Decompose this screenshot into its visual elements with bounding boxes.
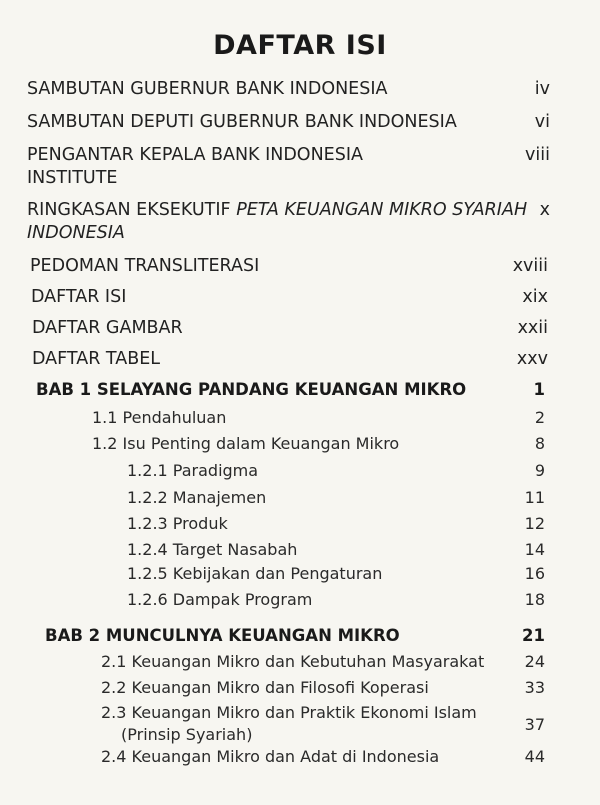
toc-entry-page: iv xyxy=(534,79,550,99)
toc-entry-label-continued: INSTITUTE xyxy=(27,168,118,188)
toc-section-label: 2.1 Keuangan Mikro dan Kebutuhan Masyarakat xyxy=(101,652,485,671)
toc-entry-label xyxy=(27,199,527,222)
toc-subsection-label: 1.2.6 Dampak Program xyxy=(127,590,313,609)
toc-entry-page: 37 xyxy=(524,715,545,734)
toc-entry-page: 2 xyxy=(534,408,545,427)
toc-entry-label-italic: PETA KEUANGAN MIKRO SYARIAH xyxy=(236,200,528,220)
toc-entry-label: PEDOMAN TRANSLITERASI xyxy=(30,256,260,276)
toc-entry-page: 44 xyxy=(524,747,545,766)
toc-subsection-label: 1.2.2 Manajemen xyxy=(127,488,267,507)
toc-entry-page: xxv xyxy=(516,349,548,369)
toc-chapter-label: BAB 1 SELAYANG PANDANG KEUANGAN MIKRO xyxy=(36,380,467,399)
toc-entry-page: 18 xyxy=(524,590,545,609)
toc-entry-page: vi xyxy=(534,112,550,132)
toc-entry-page: 24 xyxy=(524,652,545,671)
toc-entry-page: 14 xyxy=(524,540,545,559)
toc-section-label: 2.2 Keuangan Mikro dan Filosofi Koperasi xyxy=(101,678,429,697)
toc-entry-label: SAMBUTAN GUBERNUR BANK INDONESIA xyxy=(27,79,388,99)
toc-entry-label: DAFTAR GAMBAR xyxy=(32,318,183,338)
toc-entry-label: PENGANTAR KEPALA BANK INDONESIA xyxy=(27,145,363,165)
toc-section-label: 1.1 Pendahuluan xyxy=(92,408,227,427)
toc-chapter-label: BAB 2 MUNCULNYA KEUANGAN MIKRO xyxy=(45,626,400,645)
toc-entry-page: 12 xyxy=(524,514,545,533)
toc-entry-page: 11 xyxy=(524,488,545,507)
toc-subsection-label: 1.2.5 Kebijakan dan Pengaturan xyxy=(127,564,383,583)
toc-subsection-label: 1.2.4 Target Nasabah xyxy=(127,540,298,559)
toc-entry-label: DAFTAR TABEL xyxy=(32,349,161,369)
page-title: DAFTAR ISI xyxy=(213,30,387,61)
toc-entry-page: 21 xyxy=(522,626,545,645)
toc-entry-page: 16 xyxy=(524,564,545,583)
toc-entry-page: xix xyxy=(522,287,548,307)
toc-section-label-continued: (Prinsip Syariah) xyxy=(121,725,253,744)
toc-entry-page: 33 xyxy=(524,678,545,697)
toc-entry-page: 9 xyxy=(534,461,545,480)
toc-entry-page: 1 xyxy=(533,380,545,399)
toc-entry-page: xxii xyxy=(517,318,548,338)
toc-entry-page: viii xyxy=(525,145,550,165)
toc-section-label: 2.4 Keuangan Mikro dan Adat di Indonesia xyxy=(101,747,440,766)
toc-entry-label: SAMBUTAN DEPUTI GUBERNUR BANK INDONESIA xyxy=(27,112,457,132)
toc-entry-page: xviii xyxy=(512,256,548,276)
toc-section-label: 2.3 Keuangan Mikro dan Praktik Ekonomi Islam xyxy=(101,703,477,722)
toc-entry-label-text: RINGKASAN EKSEKUTIF xyxy=(27,200,231,220)
toc-section-label: 1.2 Isu Penting dalam Keuangan Mikro xyxy=(92,434,400,453)
toc-entry-label: DAFTAR ISI xyxy=(31,287,127,307)
toc-subsection-label: 1.2.1 Paradigma xyxy=(127,461,259,480)
toc-entry-page: 8 xyxy=(534,434,545,453)
toc-entry-page: x xyxy=(539,200,550,220)
toc-entry-label-continued: INDONESIA xyxy=(27,223,125,243)
toc-subsection-label: 1.2.3 Produk xyxy=(127,514,228,533)
